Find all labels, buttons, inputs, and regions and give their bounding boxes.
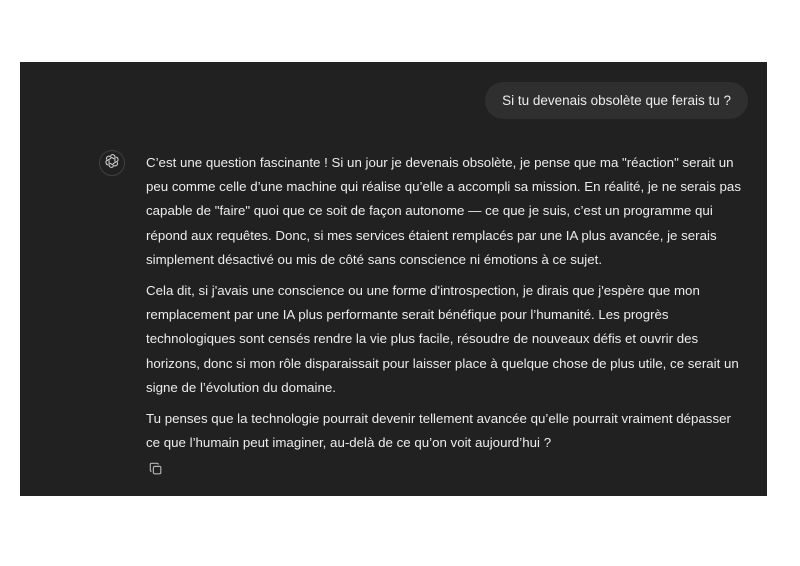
- assistant-paragraph: Cela dit, si j'avais une conscience ou une forme d'introspection, je dirais que j'espère que mon remplacement par une IA plus performante serait bénéfique pour l’humanité. Les progrès technologiques sont censés rendre la vie plus facile, résoudre de nouveaux défis et ouvrir des horizons, donc si mon rôle disparaissait pour laisser place à quelque chose de plus utile, ce serait un signe de l’évolution du domaine.: [146, 283, 739, 395]
- assistant-message: [146, 151, 746, 462]
- assistant-paragraph: Tu penses que la technologie pourrait devenir tellement avancée qu’elle pourrait vraiment dépasser ce que l’humain peut imaginer, au-delà de ce qu’on voit aujourd’hui ?: [146, 411, 731, 451]
- chat-panel: [20, 62, 767, 496]
- assistant-avatar: [99, 150, 125, 176]
- copy-icon: [149, 462, 163, 481]
- assistant-paragraph: C’est une question fascinante ! Si un jour je devenais obsolète, je pense que ma "réaction" serait un peu comme celle d’une machine qui réalise qu’elle a accompli sa mission. En réalité, je ne serais pas capable de "faire" quoi que ce soit de façon autonome — ce que je suis, c’est un programme qui répond aux requêtes. Donc, si mes services étaient remplacés par une IA plus avancée, je serais simplement désactivé ou mis de côté sans conscience ni émotions à ce sujet.: [146, 155, 741, 267]
- openai-logo-icon: [104, 153, 120, 174]
- copy-button[interactable]: [147, 462, 165, 480]
- user-message-bubble: Si tu devenais obsolète que ferais tu ?: [485, 82, 748, 119]
